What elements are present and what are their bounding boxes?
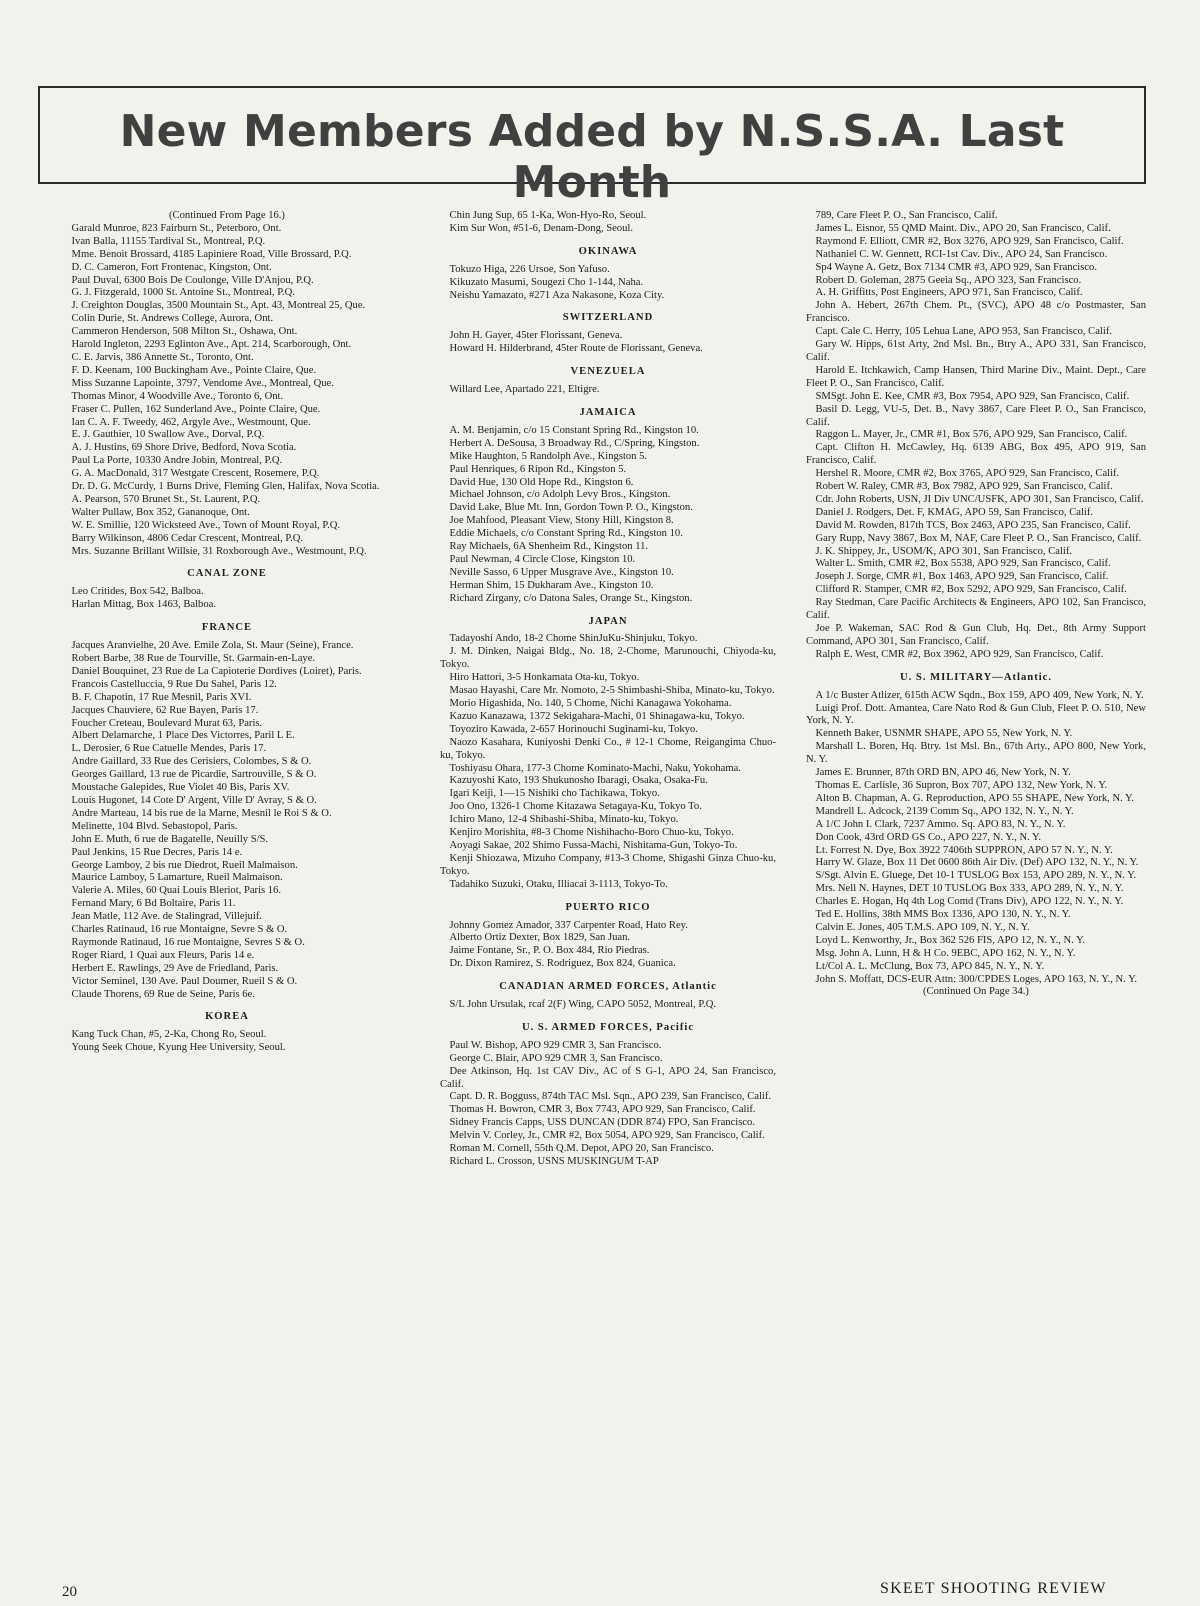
member-entry: Masao Hayashi, Care Mr. Nomoto, 2-5 Shimbashi-Shiba, Minato-ku, Tokyo.	[449, 685, 775, 697]
member-entry: Raymonde Ratinaud, 16 rue Montaigne, Sevres S & O.	[71, 936, 305, 948]
member-entry: Sidney Francis Capps, USS DUNCAN (DDR 874) FPO, San Francisco.	[449, 1117, 755, 1129]
continued-from-note: (Continued From Page 16.)	[169, 210, 285, 221]
member-entry: A 1/c Buster Atlizer, 615th ACW Sqdn., Box 159, APO 409, New York, N. Y.	[815, 689, 1144, 701]
member-entry: Herbert A. DeSousa, 3 Broadway Rd., C/Spring, Kingston.	[449, 437, 700, 449]
member-list	[440, 633, 776, 891]
member-entry: Herbert E. Rawlings, 29 Ave de Friedland, Paris.	[71, 962, 279, 974]
member-entry: Naozo Kasahara, Kuniyoshi Denki Co., # 12-1 Chome, Reigangima Chuo-ku, Tokyo.	[440, 736, 776, 761]
member-entry: Paul Jenkins, 15 Rue Decres, Paris 14 e.	[71, 846, 243, 858]
member-entry: Ian C. A. F. Tweedy, 462, Argyle Ave., Westmount, Que.	[71, 416, 311, 428]
member-entry: Thomas H. Bowron, CMR 3, Box 7743, APO 929, San Francisco, Calif.	[449, 1104, 756, 1116]
member-entry: Basil D. Legg, VU-5, Det. B., Navy 3867, Care Fleet P. O., San Francisco, Calif.	[806, 403, 1146, 428]
member-entry: Jean Matle, 112 Ave. de Stalingrad, Villejuif.	[71, 911, 262, 923]
member-entry: E. J. Gauthier, 10 Swallow Ave., Dorval, P.Q.	[71, 429, 265, 441]
member-entry: Paul La Porte, 10330 Andre Jobin, Montreal, P.Q.	[71, 455, 283, 467]
member-entry: Walter L. Smith, CMR #2, Box 5538, APO 929, San Francisco, Calif.	[815, 558, 1111, 570]
member-entry: Jacques Chauviere, 62 Rue Bayen, Paris 17.	[71, 704, 259, 716]
member-entry: Neville Sasso, 6 Upper Musgrave Ave., Kingston 10.	[449, 566, 674, 578]
member-entry: Foucher Creteau, Boulevard Murat 63, Paris.	[71, 717, 263, 729]
member-list	[440, 999, 776, 1012]
member-entry: Johnny Gomez Amador, 337 Carpenter Road, Hato Rey.	[449, 919, 688, 931]
member-entry: Kenji Shiozawa, Mizuho Company, #13-3 Chome, Shigashi Ginza Chuo-ku, Tokyo.	[440, 852, 776, 877]
member-list	[62, 640, 392, 1001]
member-entry: Fraser C. Pullen, 162 Sunderland Ave., Pointe Claire, Que.	[71, 403, 321, 415]
member-entry: Don Cook, 43rd ORD GS Co., APO 227, N. Y., N. Y.	[815, 831, 1041, 843]
member-entry: Kang Tuck Chan, #5, 2-Ka, Chong Ro, Seoul.	[71, 1029, 267, 1041]
member-entry: Charles E. Hogan, Hq 4th Log Comd (Trans Div), APO 122, N. Y., N. Y.	[815, 896, 1124, 908]
member-entry: B. F. Chapotin, 17 Rue Mesnil, Paris XVI.	[71, 691, 252, 703]
member-entry: A. Pearson, 570 Brunet St., St. Laurent, P.Q.	[71, 493, 261, 505]
member-entry: Ray Stedman, Care Pacific Architects & Engineers, APO 102, San Francisco, Calif.	[806, 597, 1146, 622]
member-entry: Joseph J. Sorge, CMR #1, Box 1463, APO 929, San Francisco, Calif.	[815, 571, 1109, 583]
member-entry: Paul Duval, 6300 Bois De Coulonge, Ville D'Anjou, P.Q.	[71, 274, 314, 286]
section-heading: SWITZERLAND	[562, 312, 654, 324]
section-heading: VENEZUELA	[570, 366, 646, 378]
member-entry: Paul W. Bishop, APO 929 CMR 3, San Francisco.	[449, 1039, 662, 1051]
running-title: SKEET SHOOTING REVIEW	[880, 1580, 1107, 1597]
member-entry: Jaime Fontane, Sr., P. O. Box 484, Rio Piedras.	[449, 945, 650, 957]
member-entry: Hiro Hattori, 3-5 Honkamata Ota-ku, Tokyo.	[449, 672, 640, 684]
member-entry: Joe Mahfood, Pleasant View, Stony Hill, Kingston 8.	[449, 515, 674, 527]
member-entry: Paul Newman, 4 Circle Close, Kingston 10.	[449, 553, 636, 565]
member-entry: Louis Hugonet, 14 Cote D' Argent, Ville D' Avray, S & O.	[71, 794, 317, 806]
member-entry: Harold Ingleton, 2293 Eglinton Ave., Apt. 214, Scarborough, Ont.	[71, 339, 352, 351]
member-entry: Robert W. Raley, CMR #3, Box 7982, APO 929, San Francisco, Calif.	[815, 481, 1113, 493]
member-entry: Morio Higashida, No. 140, 5 Chome, Nichi Kanagawa Yokohama.	[449, 698, 732, 709]
member-entry: Kenneth Baker, USNMR SHAPE, APO 55, New York, N. Y.	[815, 728, 1073, 740]
section-heading: U. S. MILITARY—Atlantic.	[899, 671, 1053, 683]
member-entry: Harlan Mittag, Box 1463, Balboa.	[71, 599, 216, 611]
member-entry: Loyd L. Kenworthy, Jr., Box 362 526 FIS, APO 12, N. Y., N. Y.	[815, 934, 1086, 946]
page-number: 20	[62, 1584, 77, 1600]
page-title: New Members Added by N.S.S.A. Last Month	[119, 106, 1065, 208]
member-list	[62, 1029, 392, 1055]
member-entry: Cammeron Henderson, 508 Milton St., Oshawa, Ont.	[71, 326, 298, 338]
member-list	[440, 264, 776, 303]
member-entry: A. M. Benjamin, c/o 15 Constant Spring Rd., Kingston 10.	[449, 424, 699, 436]
member-entry: D. C. Cameron, Fort Frontenac, Kingston, Ont.	[71, 261, 272, 273]
member-entry: David Hue, 130 Old Hope Rd., Kingston 6.	[449, 476, 634, 488]
member-entry: Mike Haughton, 5 Randolph Ave., Kingston 5.	[449, 450, 648, 462]
column-3	[806, 210, 1146, 999]
member-entry: Toshiyasu Ohara, 177-3 Chome Kominato-Machi, Naku, Yokohama.	[449, 762, 741, 774]
member-entry: Francois Castelluccia, 9 Rue Du Sahel, Paris 12.	[71, 678, 277, 690]
member-entry: Ivan Balla, 11155 Tardival St., Montreal, P.Q.	[71, 235, 266, 247]
member-entry: Ichiro Mano, 12-4 Shibashi-Shiba, Minato-ku, Tokyo.	[449, 814, 679, 826]
member-entry: Fernand Mary, 6 Bd Boltaire, Paris 11.	[71, 898, 236, 910]
section-heading: OKINAWA	[578, 245, 638, 257]
member-entry: Victor Seminel, 130 Ave. Paul Doumer, Rueil S & O.	[71, 975, 298, 987]
member-entry: Dee Atkinson, Hq. 1st CAV Div., AC of S G-1, APO 24, San Francisco, Calif.	[440, 1065, 776, 1090]
section-heading: JAMAICA	[579, 406, 637, 418]
member-entry: Capt. Clifton H. McCawley, Hq. 6139 ABG, Box 495, APO 919, San Francisco, Calif.	[806, 442, 1146, 467]
member-entry: Hershel R. Moore, CMR #2, Box 3765, APO 929, San Francisco, Calif.	[815, 468, 1120, 480]
member-list	[440, 330, 776, 356]
member-entry: Herman Shim, 15 Dukharam Ave., Kingston 10.	[449, 579, 654, 591]
title-box	[38, 86, 1146, 208]
member-entry: Alberto Ortiz Dexter, Box 1829, San Juan.	[449, 932, 631, 944]
section-heading: FRANCE	[201, 622, 253, 634]
member-entry: Joe P. Wakeman, SAC Rod & Gun Club, Hq. Det., 8th Army Support Command, APO 301, San Francisco, Calif.	[806, 623, 1146, 647]
member-entry: Marshall L. Boren, Hq. Btry. 1st Msl. Bn., 67th Arty., APO 800, New York, N. Y.	[806, 741, 1146, 766]
member-entry: J. M. Dinken, Naigai Bldg., No. 18, 2-Chome, Marunouchi, Chiyoda-ku, Tokyo.	[440, 646, 776, 671]
member-entry: G. A. MacDonald, 317 Westgate Crescent, Rosemere, P.Q.	[71, 468, 320, 480]
column-1	[62, 210, 392, 1055]
member-entry: Jacques Aranvielhe, 20 Ave. Emile Zola, St. Maur (Seine), France.	[71, 640, 354, 652]
member-list	[806, 210, 1146, 662]
member-entry: Thomas E. Carlisle, 36 Supron, Box 707, APO 132, New York, N. Y.	[815, 779, 1108, 791]
member-entry: Capt. D. R. Bogguss, 874th TAC Msl. Sqn., APO 239, San Francisco, Calif.	[449, 1091, 772, 1103]
member-entry: Harry W. Glaze, Box 11 Det 0600 86th Air Div. (Def) APO 132, N. Y., N. Y.	[815, 857, 1139, 869]
member-entry: C. E. Jarvis, 386 Annette St., Toronto, Ont.	[71, 351, 254, 363]
member-entry: G. J. Fitzgerald, 1000 St. Antoine St., Montreal, P.Q.	[71, 287, 295, 299]
member-entry: Paul Henriques, 6 Ripon Rd., Kingston 5.	[449, 463, 627, 475]
member-entry: Michael Johnson, c/o Adolph Levy Bros., Kingston.	[449, 489, 671, 501]
member-entry: Mrs. Suzanne Brillant Willsie, 31 Roxborough Ave., Westmount, P.Q.	[71, 545, 367, 557]
member-entry: Chin Jung Sup, 65 1-Ka, Won-Hyo-Ro, Seoul.	[449, 210, 647, 221]
member-entry: Valerie A. Miles, 60 Quai Louis Bleriot, Paris 16.	[71, 885, 282, 897]
section-heading: U. S. ARMED FORCES, Pacific	[521, 1021, 695, 1033]
member-entry: Capt. Cale C. Herry, 105 Lehua Lane, APO 953, San Francisco, Calif.	[815, 326, 1112, 338]
member-entry: John A. Hebert, 267th Chem. Pt., (SVC), APO 48 c/o Postmaster, San Francisco.	[806, 300, 1146, 325]
member-entry: 789, Care Fleet P. O., San Francisco, Calif.	[815, 210, 998, 221]
member-entry: Kazuo Kanazawa, 1372 Sekigahara-Machi, 01 Shinagawa-ku, Tokyo.	[449, 710, 745, 722]
member-entry: A. J. Hustins, 69 Shore Drive, Bedford, Nova Scotia.	[71, 442, 297, 454]
member-entry: J. Creighton Douglas, 3500 Mountain St., Apt. 43, Montreal 25, Que.	[71, 300, 366, 312]
member-entry: Kenjiro Morishita, #8-3 Chome Nishihacho-Boro Chuo-ku, Tokyo.	[449, 827, 734, 839]
member-entry: Claude Thorens, 69 Rue de Seine, Paris 6e.	[71, 988, 255, 1000]
member-entry: Robert Barbe, 38 Rue de Tourville, St. Garmain-en-Laye.	[71, 653, 316, 664]
member-entry: Aoyagi Sakae, 202 Shimo Fussa-Machi, Nishitama-Gun, Tokyo-To.	[449, 839, 738, 851]
member-entry: Joo Ono, 1326-1 Chome Kitazawa Setagaya-Ku, Tokyo To.	[449, 801, 702, 813]
member-entry: Richard L. Crosson, USNS MUSKINGUM T-AP	[449, 1156, 659, 1167]
member-entry: Sp4 Wayne A. Getz, Box 7134 CMR #3, APO 929, San Francisco.	[815, 261, 1097, 273]
member-entry: W. E. Smillie, 120 Wicksteed Ave., Town of Mount Royal, P.Q.	[71, 519, 341, 531]
member-entry: Albert Delamarche, 1 Place Des Victorres, Paril L E.	[71, 730, 295, 742]
section-heading: PUERTO RICO	[565, 901, 651, 913]
member-entry: Msg. John A. Lunn, H & H Co. 9EBC, APO 162, N. Y., N. Y.	[815, 947, 1076, 959]
member-entry: Mme. Benoit Brossard, 4185 Lapiniere Road, Ville Brossard, P.Q.	[71, 248, 352, 260]
member-entry: J. K. Shippey, Jr., USOM/K, APO 301, San Francisco, Calif.	[815, 545, 1073, 557]
section-heading: JAPAN	[588, 615, 628, 627]
member-entry: Luigi Prof. Dott. Amantea, Care Nato Rod & Gun Club, Fleet P. O. 510, New York, N. Y.	[806, 702, 1146, 727]
member-entry: Roger Riard, 1 Quai aux Fleurs, Paris 14 e.	[71, 949, 255, 961]
member-entry: David Lake, Blue Mt. Inn, Gordon Town P. O., Kingston.	[449, 502, 693, 514]
member-entry: Daniel J. Rodgers, Det. F, KMAG, APO 59, San Francisco, Calif.	[815, 506, 1094, 518]
section-heading: CANADIAN ARMED FORCES, Atlantic	[499, 981, 717, 993]
member-entry: A 1/C John I. Clark, 7237 Ammo. Sq. APO 83, N. Y., N. Y.	[815, 818, 1066, 830]
member-entry: Dr. D. G. McCurdy, 1 Burns Drive, Fleming Glen, Halifax, Nova Scotia.	[71, 481, 380, 493]
member-entry: James E. Brunner, 87th ORD BN, APO 46, New York, N. Y.	[815, 767, 1071, 779]
section-heading: CANAL ZONE	[187, 568, 267, 580]
member-entry: Ralph E. West, CMR #2, Box 3962, APO 929, San Francisco, Calif.	[815, 648, 1104, 660]
member-entry: Ted E. Hollins, 38th MMS Box 1336, APO 130, N. Y., N. Y.	[815, 909, 1071, 921]
member-entry: Mrs. Nell N. Haynes, DET 10 TUSLOG Box 333, APO 289, N. Y., N. Y.	[815, 883, 1124, 895]
member-entry: Miss Suzanne Lapointe, 3797, Vendome Ave., Montreal, Que.	[71, 377, 334, 389]
member-entry: Garald Munroe, 823 Fairburn St., Peterboro, Ont.	[71, 222, 282, 234]
member-entry: James L. Eisnor, 55 QMD Maint. Div., APO 20, San Francisco, Calif.	[815, 222, 1111, 234]
column-2	[440, 210, 776, 1169]
member-entry: Clifford R. Stamper, CMR #2, Box 5292, APO 929, San Francisco, Calif.	[815, 584, 1127, 596]
member-entry: A. H. Griffitts, Post Engineers, APO 971, San Francisco, Calif.	[815, 287, 1083, 299]
member-entry: Tadahiko Suzuki, Otaku, Illiacai 3-1113, Tokyo-To.	[449, 878, 668, 890]
member-entry: Tadayoshi Ando, 18-2 Chome ShinJuKu-Shinjuku, Tokyo.	[449, 633, 698, 645]
member-entry: Harold E. Itchkawich, Camp Hansen, Third Marine Div., Maint. Dept., Care Fleet P. O., San Francisco, Calif.	[806, 364, 1146, 389]
member-entry: Thomas Minor, 4 Woodville Ave., Toronto 6, Ont.	[71, 390, 284, 402]
member-entry: SMSgt. John E. Kee, CMR #3, Box 7954, APO 929, San Francisco, Calif.	[815, 390, 1130, 402]
member-entry: Willard Lee, Apartado 221, Eltigre.	[449, 384, 600, 396]
member-entry: Alton B. Chapman, A. G. Reproduction, APO 55 SHAPE, New York, N. Y.	[815, 792, 1134, 804]
member-entry: Howard H. Hilderbrand, 45ter Route de Florissant, Geneva.	[449, 343, 703, 355]
member-entry: Andre Gaillard, 33 Rue des Cerisiers, Colombes, S & O.	[71, 756, 312, 768]
member-list	[440, 920, 776, 972]
member-entry: Maurice Lamboy, 5 Lamarture, Rueil Malmaison.	[71, 872, 283, 884]
member-entry: Moustache Galepides, Rue Violet 40 Bis, Paris XV.	[71, 782, 290, 794]
member-entry: Eddie Michaels, c/o Constant Spring Rd., Kingston 10.	[449, 528, 683, 540]
member-entry: Lt/Col A. L. McClung, Box 73, APO 845, N. Y., N. Y.	[815, 960, 1045, 972]
member-entry: Daniel Bouquinet, 23 Rue de La Capioterie Dordives (Loiret), Paris.	[71, 665, 362, 677]
member-list	[440, 210, 776, 236]
member-entry: Gary Rupp, Navy 3867, Box M, NAF, Care Fleet P. O., San Francisco, Calif.	[815, 532, 1142, 544]
member-entry: Gary W. Hipps, 61st Arty, 2nd Msl. Bn., Btry A., APO 331, San Francisco, Calif.	[806, 339, 1146, 363]
member-entry: Richard Zirgany, c/o Datona Sales, Orange St., Kingston.	[449, 592, 693, 604]
member-entry: Raymond F. Elliott, CMR #2, Box 3276, APO 929, San Francisco, Calif.	[815, 235, 1124, 247]
member-entry: John H. Gayer, 45ter Florissant, Geneva.	[449, 330, 623, 342]
member-entry: Barry Wilkinson, 4806 Cedar Crescent, Montreal, P.Q.	[71, 532, 304, 544]
member-list	[806, 690, 1146, 987]
member-list	[62, 223, 392, 559]
member-entry: George Lamboy, 2 bis rue Diedrot, Rueil Malmaison.	[71, 859, 298, 871]
member-entry: Calvin E. Jones, 405 T.M.S. APO 109, N. Y., N. Y.	[815, 921, 1030, 933]
member-entry: George C. Blair, APO 929 CMR 3, San Francisco.	[449, 1052, 663, 1064]
member-entry: Roman M. Cornell, 55th Q.M. Depot, APO 20, San Francisco.	[449, 1143, 714, 1155]
member-list	[440, 1040, 776, 1169]
member-entry: David M. Rowden, 817th TCS, Box 2463, APO 235, San Francisco, Calif.	[815, 519, 1131, 531]
member-entry: Raggon L. Mayer, Jr., CMR #1, Box 576, APO 929, San Francisco, Calif.	[815, 429, 1128, 441]
member-entry: Andre Marteau, 14 bis rue de la Marne, Mesnil le Roi S & O.	[71, 807, 332, 819]
member-entry: S/L John Ursulak, rcaf 2(F) Wing, CAPO 5052, Montreal, P.Q.	[449, 999, 716, 1011]
section-heading: KOREA	[205, 1011, 249, 1023]
member-entry: John E. Muth, 6 rue de Bagatelle, Neuilly S/S.	[71, 833, 269, 845]
member-entry: Toyoziro Kawada, 2-657 Horinouchi Suginami-ku, Tokyo.	[449, 723, 698, 735]
member-entry: Robert D. Goleman, 2875 Geeia Sq., APO 323, San Francisco.	[815, 274, 1082, 286]
member-entry: Kazuyoshi Kato, 193 Shukunosho Ibaragi, Osaka, Osaka-Fu.	[449, 775, 708, 787]
member-list	[440, 425, 776, 606]
member-entry: Dr. Dixon Ramirez, S. Rodriguez, Box 824, Guanica.	[449, 958, 676, 970]
member-entry: Tokuzo Higa, 226 Ursoe, Son Yafuso.	[449, 263, 610, 275]
member-entry: John S. Moffatt, DCS-EUR Attn: 300/CPDES Loges, APO 163, N. Y., N. Y.	[815, 973, 1138, 985]
member-entry: Cdr. John Roberts, USN, JI Div UNC/USFK, APO 301, San Francisco, Calif.	[815, 493, 1144, 505]
member-entry: Igari Keiji, 1—15 Nishiki cho Tachikawa, Tokyo.	[449, 788, 660, 800]
member-entry: Ray Michaels, 6A Shenheim Rd., Kingston 11.	[449, 541, 649, 553]
member-entry: Leo Critides, Box 542, Balboa.	[71, 586, 204, 598]
member-entry: Walter Pullaw, Box 352, Gananoque, Ont.	[71, 506, 250, 518]
member-entry: Kikuzato Masumi, Sougezi Cho 1-144, Naha.	[449, 276, 644, 288]
continued-on-note: (Continued On Page 34.)	[923, 986, 1029, 998]
member-entry: Charles Ratinaud, 16 rue Montaigne, Sevre S & O.	[71, 924, 288, 936]
member-list	[62, 586, 392, 612]
member-entry: Melinette, 104 Blvd. Sebastopol, Paris.	[71, 820, 238, 832]
member-entry: Young Seek Choue, Kyung Hee University, Seoul.	[71, 1042, 286, 1054]
member-entry: F. D. Keenam, 100 Buckingham Ave., Pointe Claire, Que.	[71, 364, 317, 376]
member-entry: Nathaniel C. W. Gennett, RCI-1st Cav. Div., APO 24, San Francisco.	[815, 248, 1108, 260]
member-entry: Kim Sur Won, #51-6, Denam-Dong, Seoul.	[449, 222, 633, 234]
member-entry: Mandrell L. Adcock, 2139 Comm Sq., APO 132, N. Y., N. Y.	[815, 805, 1074, 817]
member-entry: L. Derosier, 6 Rue Catuelle Mendes, Paris 17.	[71, 743, 267, 755]
member-entry: Colin Durie, St. Andrews College, Aurora, Ont.	[71, 313, 274, 325]
member-entry: Lt. Forrest N. Dye, Box 3922 7406th SUPPRON, APO 57 N. Y., N. Y.	[815, 844, 1113, 856]
member-entry: S/Sgt. Alvin E. Gluege, Det 10-1 TUSLOG Box 153, APO 289, N. Y., N. Y.	[815, 870, 1137, 882]
member-entry: Neishu Yamazato, #271 Aza Nakasone, Koza City.	[449, 289, 665, 301]
member-entry: Melvin V. Corley, Jr., CMR #2, Box 5054, APO 929, San Francisco, Calif.	[449, 1130, 765, 1142]
member-entry: Georges Gaillard, 13 rue de Picardie, Sartrouville, S & O.	[71, 769, 317, 781]
member-list	[440, 384, 776, 397]
